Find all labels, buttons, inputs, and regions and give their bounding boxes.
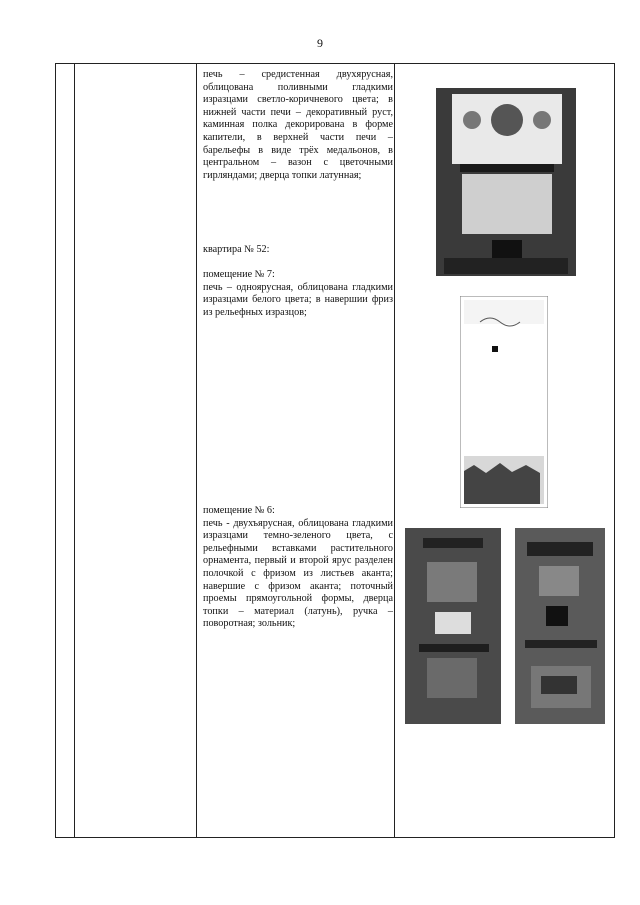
room6-heading: помещение № 6: — [203, 505, 275, 516]
room7-block — [203, 269, 393, 319]
apartment-heading: квартира № 52: — [203, 244, 270, 255]
apartment-heading-block — [203, 244, 393, 257]
column-divider — [394, 64, 395, 837]
stove-description-1: печь – средистенная двухярусная, облицована поливными гладкими изразцами светло-коричневого цвета; в нижней части печи – декоративный руст, каминная полка декорирована в форме капители, в верхней части печи – барельефы в виде трёх медальонов, в центральном – вазон с цветочными гирляндами; дверца топки латунная; — [203, 69, 393, 181]
column-divider — [74, 64, 75, 837]
stove-photo-green — [401, 522, 611, 728]
page-number: 9 — [317, 36, 323, 50]
column-divider — [196, 64, 197, 837]
stove-photo-brown — [432, 82, 580, 280]
room6-description: печь - двухъярусная, облицована гладкими изразцами темно-зеленого цвета, с рельефными вставками растительного орнамента, первый и второй ярус разделен полочкой с фризом из листьев аканта; навершие с фризом аканта; поточный проемы прямоугольной формы, дверца топки – материал (латунь), ручка – поворотная; зольник; — [203, 517, 393, 630]
room7-description: печь – одноярусная, облицована гладкими изразцами белого цвета; в навершии фриз из рельефных изразцов; — [203, 281, 393, 318]
stove-photo-white — [460, 296, 548, 508]
room7-heading: помещение № 7: — [203, 269, 275, 280]
room6-block — [203, 505, 393, 631]
